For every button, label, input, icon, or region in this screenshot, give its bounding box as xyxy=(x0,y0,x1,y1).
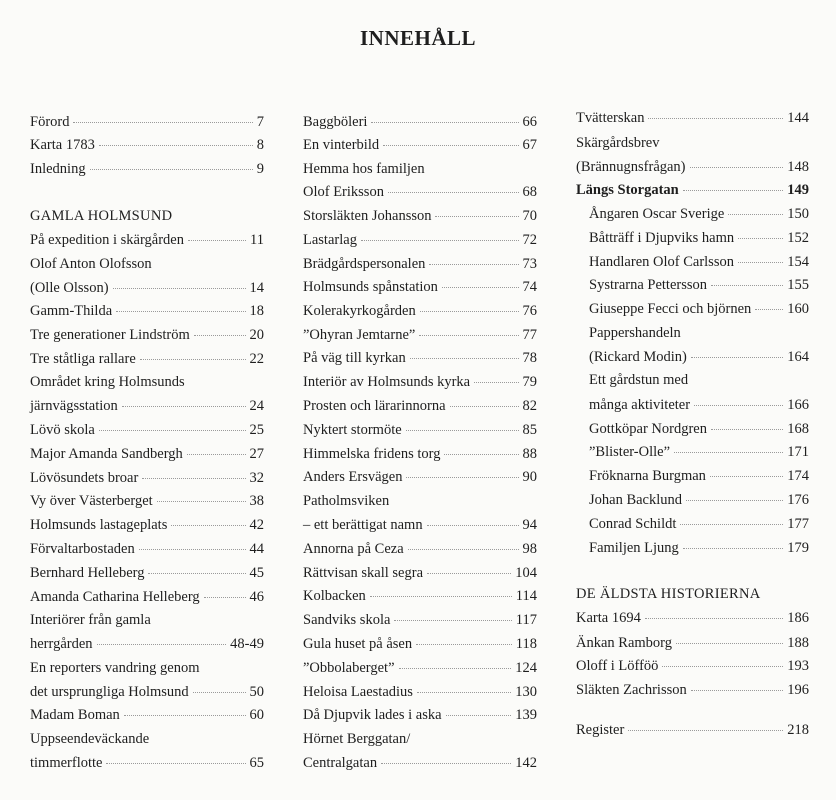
page-number: 130 xyxy=(515,684,537,700)
dot-leader xyxy=(106,763,245,764)
dot-leader xyxy=(738,262,783,263)
page-number: 60 xyxy=(249,707,264,723)
page-number: 46 xyxy=(249,589,264,605)
entry-title: Båtträff i Djupviks hamn xyxy=(589,230,735,246)
toc-entry xyxy=(303,706,537,724)
page-number: 160 xyxy=(787,301,809,317)
toc-entry xyxy=(30,683,264,701)
toc-entry xyxy=(589,300,809,318)
entry-title: Patholmsviken xyxy=(303,493,390,509)
entry-title: Himmelska fridens torg xyxy=(303,446,441,462)
dot-leader xyxy=(408,549,519,550)
toc-entry xyxy=(589,515,809,533)
toc-entry xyxy=(30,659,264,677)
dot-leader xyxy=(157,501,246,502)
toc-entry xyxy=(303,445,537,463)
dot-leader xyxy=(73,122,252,123)
entry-title: Amanda Catharina Helleberg xyxy=(30,589,200,605)
entry-title: Register xyxy=(576,722,625,738)
dot-leader xyxy=(188,240,246,241)
entry-title: Systrarna Pettersson xyxy=(589,277,707,293)
toc-entry xyxy=(303,231,537,249)
dot-leader xyxy=(683,190,784,191)
toc-entry xyxy=(589,205,809,223)
toc-entry xyxy=(303,611,537,629)
page-number: 150 xyxy=(787,206,809,222)
entry-title: Madam Boman xyxy=(30,707,120,723)
entry-title: Olof Eriksson xyxy=(303,184,384,200)
page-number: 193 xyxy=(787,658,809,674)
dot-leader xyxy=(427,525,519,526)
page-number: 22 xyxy=(249,351,264,367)
entry-title: Oloff i Löfföö xyxy=(576,658,659,674)
entry-title: Sandviks skola xyxy=(303,612,391,628)
page-number: 168 xyxy=(787,421,809,437)
page-number: 118 xyxy=(515,636,537,652)
toc-entry xyxy=(576,609,809,627)
page-number: 148 xyxy=(787,159,809,175)
entry-title: Holmsunds spånstation xyxy=(303,279,438,295)
toc-entry xyxy=(303,468,537,486)
dot-leader xyxy=(410,358,519,359)
entry-title: Området kring Holmsunds xyxy=(30,374,185,390)
dot-leader xyxy=(383,145,518,146)
toc-entry xyxy=(303,373,537,391)
toc-entry xyxy=(30,302,264,320)
page-number: 45 xyxy=(249,565,264,581)
entry-title: Tre ståtliga rallare xyxy=(30,351,136,367)
toc-entry xyxy=(30,540,264,558)
entry-title: Baggböleri xyxy=(303,114,368,130)
dot-leader xyxy=(690,167,784,168)
page-number: 67 xyxy=(522,137,537,153)
page-number: 14 xyxy=(249,280,264,296)
toc-entry xyxy=(303,564,537,582)
toc-entry xyxy=(589,229,809,247)
page-number: 164 xyxy=(787,349,809,365)
entry-title: Lövösundets broar xyxy=(30,470,139,486)
page-number: 77 xyxy=(522,327,537,343)
entry-title: Johan Backlund xyxy=(589,492,683,508)
page-number: 90 xyxy=(522,469,537,485)
page-number: 79 xyxy=(522,374,537,390)
dot-leader xyxy=(99,145,253,146)
toc-entry xyxy=(30,469,264,487)
toc-entry xyxy=(30,113,264,131)
entry-title: Familjen Ljung xyxy=(589,540,679,556)
dot-leader xyxy=(361,240,519,241)
entry-title: ”Ohyran Jemtarne” xyxy=(303,327,416,343)
entry-title: det ursprungliga Holmsund xyxy=(30,684,189,700)
toc-entry xyxy=(576,158,809,176)
dot-leader xyxy=(435,216,518,217)
dot-leader xyxy=(419,335,518,336)
entry-title: Conrad Schildt xyxy=(589,516,677,532)
dot-leader xyxy=(370,596,512,597)
toc-entry xyxy=(30,754,264,772)
toc-entry xyxy=(589,539,809,557)
entry-title: Lastarlag xyxy=(303,232,357,248)
entry-title: Gamm-Thilda xyxy=(30,303,113,319)
page-number: 11 xyxy=(250,232,264,248)
dot-leader xyxy=(406,430,519,431)
entry-title: Brädgårdspersonalen xyxy=(303,256,426,272)
page-number: 104 xyxy=(515,565,537,581)
dot-leader xyxy=(691,357,783,358)
entry-title: Skärgårdsbrev xyxy=(576,135,660,151)
entry-title: Gula huset på åsen xyxy=(303,636,413,652)
dot-leader xyxy=(429,264,518,265)
toc-entry xyxy=(589,443,809,461)
entry-title: Förvaltarbostaden xyxy=(30,541,135,557)
page-number: 114 xyxy=(515,588,537,604)
toc-entry xyxy=(30,136,264,154)
entry-title: DE ÄLDSTA HISTORIERNA xyxy=(576,586,761,602)
dot-leader xyxy=(694,405,783,406)
dot-leader xyxy=(139,549,246,550)
dot-leader xyxy=(97,644,227,645)
page-number: 18 xyxy=(249,303,264,319)
page-number: 25 xyxy=(249,422,264,438)
dot-leader xyxy=(148,573,245,574)
page-number: 154 xyxy=(787,254,809,270)
entry-title: Anders Ersvägen xyxy=(303,469,403,485)
toc-entry xyxy=(30,231,264,249)
entry-title: Uppseendeväckande xyxy=(30,731,150,747)
dot-leader xyxy=(628,730,783,731)
entry-title: Fröknarna Burgman xyxy=(589,468,706,484)
entry-title: Holmsunds lastageplats xyxy=(30,517,168,533)
entry-title: Vy över Västerberget xyxy=(30,493,153,509)
toc-entry xyxy=(303,397,537,415)
toc-entry xyxy=(589,396,809,414)
toc-entry xyxy=(30,373,264,391)
entry-title: Olof Anton Olofsson xyxy=(30,256,152,272)
entry-title: Major Amanda Sandbergh xyxy=(30,446,183,462)
entry-title: (Olle Olsson) xyxy=(30,280,109,296)
page-number: 139 xyxy=(515,707,537,723)
entry-title: På väg till kyrkan xyxy=(303,350,406,366)
dot-leader xyxy=(394,620,511,621)
page-number: 72 xyxy=(522,232,537,248)
entry-title: Inledning xyxy=(30,161,86,177)
dot-leader xyxy=(442,287,519,288)
page-number: 174 xyxy=(787,468,809,484)
entry-title: Då Djupvik lades i aska xyxy=(303,707,442,723)
toc-entry xyxy=(303,302,537,320)
toc-entry xyxy=(589,467,809,485)
entry-title: Storsläkten Johansson xyxy=(303,208,432,224)
toc-entry xyxy=(30,706,264,724)
dot-leader xyxy=(399,668,512,669)
page-number: 94 xyxy=(522,517,537,533)
toc-entry xyxy=(576,657,809,675)
page-number: 124 xyxy=(515,660,537,676)
section-heading xyxy=(576,585,809,603)
toc-entry xyxy=(576,681,809,699)
page-number: 98 xyxy=(522,541,537,557)
dot-leader xyxy=(406,477,518,478)
page-number: 76 xyxy=(522,303,537,319)
entry-title: Änkan Ramborg xyxy=(576,635,672,651)
section-heading xyxy=(30,207,264,225)
dot-leader xyxy=(676,643,783,644)
toc-entry xyxy=(303,540,537,558)
entry-title: Karta 1783 xyxy=(30,137,95,153)
toc-entry xyxy=(303,492,537,510)
toc-entry xyxy=(589,276,809,294)
entry-title: många aktiviteter xyxy=(589,397,691,413)
dot-leader xyxy=(388,192,519,193)
toc-entry xyxy=(576,181,809,199)
entry-title: Interiörer från gamla xyxy=(30,612,151,628)
page-number: 218 xyxy=(787,722,809,738)
dot-leader xyxy=(113,288,246,289)
entry-title: Annorna på Ceza xyxy=(303,541,404,557)
entry-title: Prosten och lärarinnorna xyxy=(303,398,446,414)
dot-leader xyxy=(474,382,518,383)
page-number: 7 xyxy=(256,114,264,130)
toc-entry xyxy=(30,492,264,510)
page-number: 9 xyxy=(256,161,264,177)
toc-entry xyxy=(303,421,537,439)
entry-title: Kolbacken xyxy=(303,588,366,604)
toc-entry xyxy=(30,588,264,606)
dot-leader xyxy=(674,452,783,453)
entry-title: Karta 1694 xyxy=(576,610,641,626)
toc-entry xyxy=(589,348,809,366)
page-number: 177 xyxy=(787,516,809,532)
entry-title: En reporters vandring genom xyxy=(30,660,200,676)
page-number: 20 xyxy=(249,327,264,343)
dot-leader xyxy=(691,690,784,691)
entry-title: Pappershandeln xyxy=(589,325,681,341)
page-number: 68 xyxy=(522,184,537,200)
dot-leader xyxy=(711,429,783,430)
toc-entry xyxy=(30,255,264,273)
dot-leader xyxy=(450,406,519,407)
entry-title: Ångaren Oscar Sverige xyxy=(589,206,725,222)
dot-leader xyxy=(446,715,512,716)
entry-title: – ett berättigat namn xyxy=(303,517,423,533)
toc-entry xyxy=(303,635,537,653)
toc-entry xyxy=(30,445,264,463)
page-number: 179 xyxy=(787,540,809,556)
toc-entry xyxy=(30,421,264,439)
page-number: 42 xyxy=(249,517,264,533)
dot-leader xyxy=(755,309,783,310)
page-number: 144 xyxy=(787,110,809,126)
dot-leader xyxy=(738,238,783,239)
entry-title: Gottköpar Nordgren xyxy=(589,421,707,437)
page-number: 142 xyxy=(515,755,537,771)
entry-title: Giuseppe Fecci och björnen xyxy=(589,301,752,317)
page-number: 48-49 xyxy=(230,636,264,652)
dot-leader xyxy=(683,548,783,549)
toc-entry xyxy=(303,160,537,178)
toc-entry xyxy=(30,279,264,297)
toc-entry xyxy=(576,134,809,152)
dot-leader xyxy=(645,618,783,619)
dot-leader xyxy=(124,715,246,716)
page-number: 8 xyxy=(256,137,264,153)
entry-title: På expedition i skärgården xyxy=(30,232,184,248)
toc-entry xyxy=(303,136,537,154)
page-number: 27 xyxy=(249,446,264,462)
toc-entry xyxy=(30,326,264,344)
entry-title: Nyktert stormöte xyxy=(303,422,402,438)
toc-entry xyxy=(303,207,537,225)
entry-title: Längs Storgatan xyxy=(576,182,679,198)
dot-leader xyxy=(171,525,245,526)
entry-title: Ett gårdstun med xyxy=(589,372,689,388)
toc-entry xyxy=(30,160,264,178)
dot-leader xyxy=(140,359,246,360)
dot-leader xyxy=(686,500,783,501)
page-number: 24 xyxy=(249,398,264,414)
entry-title: järnvägsstation xyxy=(30,398,118,414)
page-number: 155 xyxy=(787,277,809,293)
page-number: 50 xyxy=(249,684,264,700)
entry-title: Tvätterskan xyxy=(576,110,645,126)
toc-entry xyxy=(303,326,537,344)
toc-entry xyxy=(589,324,809,342)
entry-title: Bernhard Helleberg xyxy=(30,565,145,581)
dot-leader xyxy=(680,524,783,525)
toc-entry xyxy=(30,564,264,582)
page-number: 74 xyxy=(522,279,537,295)
page-number: 188 xyxy=(787,635,809,651)
page-number: 117 xyxy=(515,612,537,628)
toc-entry xyxy=(303,730,537,748)
entry-title: En vinterbild xyxy=(303,137,380,153)
dot-leader xyxy=(90,169,253,170)
entry-title: ”Obbolaberget” xyxy=(303,660,395,676)
page-title: INNEHÅLL xyxy=(359,26,477,50)
dot-leader xyxy=(371,122,518,123)
toc-entry xyxy=(30,730,264,748)
dot-leader xyxy=(416,644,512,645)
toc-entry xyxy=(30,350,264,368)
dot-leader xyxy=(142,478,245,479)
entry-title: Tre generationer Lindström xyxy=(30,327,190,343)
toc-entry xyxy=(303,183,537,201)
page-number: 65 xyxy=(249,755,264,771)
toc-entry xyxy=(576,634,809,652)
toc-entry xyxy=(303,278,537,296)
entry-title: Centralgatan xyxy=(303,755,378,771)
dot-leader xyxy=(710,476,783,477)
entry-title: GAMLA HOLMSUND xyxy=(30,208,173,224)
toc-entry xyxy=(589,253,809,271)
toc-entry xyxy=(589,371,809,389)
page-number: 176 xyxy=(787,492,809,508)
entry-title: Kolerakyrkogården xyxy=(303,303,416,319)
entry-title: Hörnet Berggatan/ xyxy=(303,731,411,747)
page-number: 70 xyxy=(522,208,537,224)
toc-entry xyxy=(30,611,264,629)
dot-leader xyxy=(194,335,246,336)
page-number: 149 xyxy=(787,182,809,198)
entry-title: ”Blister-Olle” xyxy=(589,444,671,460)
entry-title: herrgården xyxy=(30,636,93,652)
toc-entry xyxy=(576,109,809,127)
page-number: 196 xyxy=(787,682,809,698)
entry-title: Heloisa Laestadius xyxy=(303,684,413,700)
entry-title: Hemma hos familjen xyxy=(303,161,425,177)
dot-leader xyxy=(662,666,783,667)
entry-title: Lövö skola xyxy=(30,422,95,438)
dot-leader xyxy=(417,692,511,693)
entry-title: Interiör av Holmsunds kyrka xyxy=(303,374,471,390)
toc-entry xyxy=(303,754,537,772)
page-number: 186 xyxy=(787,610,809,626)
entry-title: Rättvisan skall segra xyxy=(303,565,424,581)
entry-title: Släkten Zachrisson xyxy=(576,682,687,698)
page-number: 166 xyxy=(787,397,809,413)
entry-title: timmerflotte xyxy=(30,755,103,771)
entry-title: (Rickard Modin) xyxy=(589,349,687,365)
page-number: 171 xyxy=(787,444,809,460)
page-number: 78 xyxy=(522,350,537,366)
dot-leader xyxy=(116,311,245,312)
toc-entry xyxy=(303,349,537,367)
toc-entry xyxy=(303,516,537,534)
dot-leader xyxy=(711,285,783,286)
dot-leader xyxy=(187,454,246,455)
page-number: 152 xyxy=(787,230,809,246)
page-number: 82 xyxy=(522,398,537,414)
dot-leader xyxy=(427,573,511,574)
toc-entry xyxy=(303,683,537,701)
dot-leader xyxy=(381,763,511,764)
toc-entry xyxy=(589,420,809,438)
toc-entry xyxy=(30,397,264,415)
dot-leader xyxy=(728,214,783,215)
toc-entry xyxy=(576,721,809,739)
page-number: 32 xyxy=(249,470,264,486)
page-number: 44 xyxy=(249,541,264,557)
page-number: 66 xyxy=(522,114,537,130)
toc-entry xyxy=(303,255,537,273)
dot-leader xyxy=(204,597,246,598)
dot-leader xyxy=(648,118,783,119)
toc-entry xyxy=(303,587,537,605)
toc-entry xyxy=(30,516,264,534)
page-number: 88 xyxy=(522,446,537,462)
dot-leader xyxy=(122,406,246,407)
dot-leader xyxy=(420,311,519,312)
entry-title: Förord xyxy=(30,114,70,130)
dot-leader xyxy=(444,454,518,455)
page-number: 85 xyxy=(522,422,537,438)
toc-entry xyxy=(303,113,537,131)
page-number: 38 xyxy=(249,493,264,509)
toc-entry xyxy=(303,659,537,677)
entry-title: Handlaren Olof Carlsson xyxy=(589,254,734,270)
toc-entry xyxy=(30,635,264,653)
page-number: 73 xyxy=(522,256,537,272)
dot-leader xyxy=(193,692,246,693)
toc-entry xyxy=(589,491,809,509)
dot-leader xyxy=(99,430,246,431)
entry-title: (Brännugnsfrågan) xyxy=(576,159,686,175)
